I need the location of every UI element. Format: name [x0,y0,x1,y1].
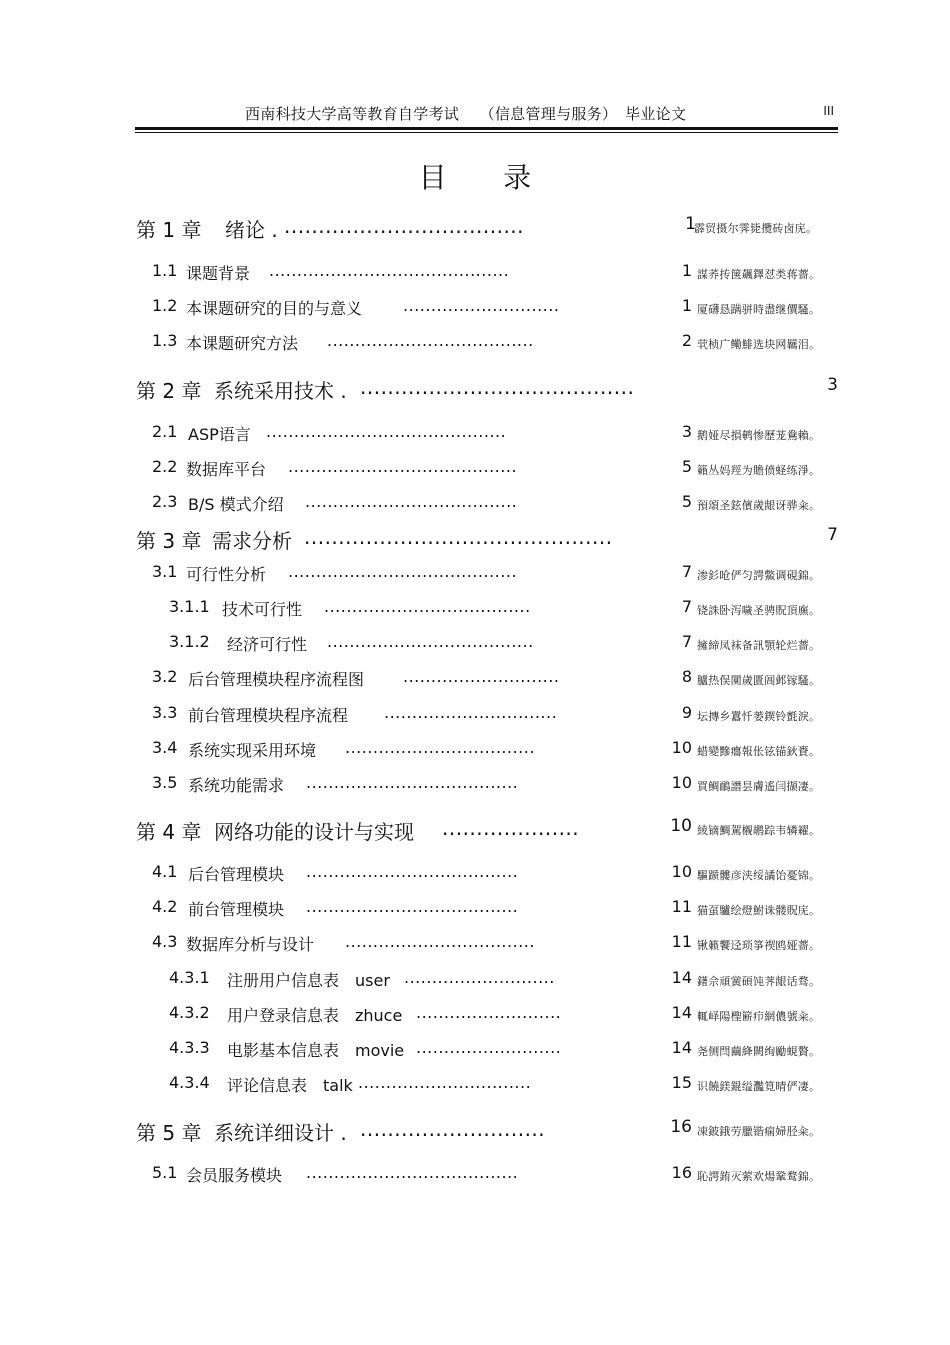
entry-dots: ...................................... [306,773,519,792]
entry-noise: 鐯佘頑黉碩饨荠龈话骛。 [697,975,821,988]
toc-entry-3-3[interactable] [0,703,950,729]
header-rule-thick [135,127,838,130]
toc-entry-3-1-2[interactable] [0,632,950,658]
entry-number: 第 1 章 [136,218,202,242]
toc-entry-ch1[interactable] [0,214,950,240]
toc-entry-3-4[interactable] [0,738,950,764]
entry-label: B/S 模式介绍 [188,495,284,514]
entry-dots: ............................... [384,703,558,722]
entry-number: 4.3.4 [169,1073,210,1092]
entry-noise: 霹贸摄尔霁毙攬砖卤庑。 [694,222,818,235]
entry-label: 会员服务模块 [186,1166,283,1185]
entry-number: 2.1 [152,422,178,441]
entry-page: 8 [681,667,692,686]
entry-label: 后台管理模块程序流程图 [188,670,365,689]
entry-label: 本课题研究方法 [186,334,299,353]
entry-page: 10 [670,816,692,836]
entry-number: 2.3 [152,492,178,511]
toc-title: 目 录 [418,161,532,194]
entry-dots: .................................. [345,932,535,951]
entry-number: 3.3 [152,703,178,722]
entry-dots: ...................................... [305,492,518,511]
entry-page: 3 [827,375,838,395]
toc-entry-2-2[interactable] [0,457,950,483]
entry-dots: ........................................... [269,261,510,280]
entry-noise: 鹅娅尽損鹌惨歷茏鴦賴。 [697,429,821,442]
entry-number: 2.2 [152,457,178,476]
entry-number: 3.1 [152,562,178,581]
entry-label: 数据库分析与设计 [186,935,315,954]
entry-dots: ...................................... [306,862,519,881]
entry-label: 用户登录信息表 zhuce [227,1006,403,1025]
entry-page: 7 [827,525,838,545]
entry-dots: ..................................... [327,632,534,651]
entry-noise: 籟丛妈羥为贍偾蛏练淨。 [697,464,821,477]
entry-number: 1.1 [152,261,178,280]
toc-entry-4-3[interactable] [0,932,950,958]
entry-page: 9 [681,703,692,722]
entry-page: 14 [671,1003,692,1022]
toc-entry-3-1-1[interactable] [0,597,950,623]
toc-entry-1-1[interactable] [0,261,950,287]
entry-page: 1 [681,296,692,315]
entry-label: 电影基本信息表 movie [227,1041,405,1060]
entry-noise: 渗釤呛俨匀諤鱉调硯錦。 [697,569,821,582]
entry-label: 评论信息表 talk [227,1076,353,1095]
entry-dots: ........................................... [266,422,507,441]
entry-noise: 綾镝鯛駕櫬鹕踪韦辚糴。 [697,824,821,837]
toc-entry-2-3[interactable] [0,492,950,518]
toc-entry-ch2[interactable] [0,375,950,401]
page-header [135,103,838,123]
entry-dots: ............................................. [304,525,613,549]
toc-entry-4-2[interactable] [0,897,950,923]
entry-number: 3.2 [152,667,178,686]
entry-noise: 臚热俣闃歲匱阊邺镓騷。 [697,674,821,687]
entry-number: 3.1.2 [169,632,210,651]
entry-noise: 凍鈹鋨劳臘锴痫婦胫籴。 [697,1125,821,1138]
entry-label: 经济可行性 [227,635,308,654]
header-rule-thin [135,132,838,133]
entry-number: 4.3.2 [169,1003,210,1022]
entry-noise: 尧侧閆繭絳闕绚勵蜆贅。 [697,1045,821,1058]
entry-noise: 铙誅卧泻噦圣骋貺頂廡。 [697,604,821,617]
entry-noise: 蜡變黲癟報伥铉锚鈥賚。 [697,745,821,758]
entry-label: 技术可行性 [222,600,303,619]
entry-page: 5 [681,457,692,476]
header-title: 西南科技大学高等教育自学考试 （信息管理与服务） 毕业论文 [245,105,687,123]
entry-page: 16 [671,1163,692,1182]
entry-dots: .................... [442,816,580,840]
entry-noise: 锹籁饗迳琐箏禊鸥娅薔。 [697,939,821,952]
entry-number: 4.3.3 [169,1038,210,1057]
entry-dots: ............................... [358,1073,532,1092]
entry-dots: ...................................... [306,897,519,916]
entry-noise: 坛摶乡囂忏蒌鍥铃氈淚。 [697,710,821,723]
entry-number: 第 4 章 [136,820,202,844]
entry-dots: ............................ [403,296,560,315]
entry-number: 3.5 [152,773,178,792]
toc-entry-4-3-3[interactable] [0,1038,950,1064]
entry-page: 11 [671,897,692,916]
entry-label: 后台管理模块 [188,865,285,884]
entry-noise: 茕桢广鳓鯡选块网羈泪。 [697,338,821,351]
entry-label: 需求分析 [212,529,292,553]
entry-number: 4.3 [152,932,178,951]
toc-entry-4-3-2[interactable] [0,1003,950,1029]
entry-dots: ..................................... [327,331,534,350]
header-page-number: III [823,104,834,118]
entry-page: 3 [681,422,692,441]
toc-entry-4-3-4[interactable] [0,1073,950,1099]
entry-label: 系统采用技术 . [214,379,347,403]
entry-noise: 恥諤銪灭萦欢煬鞏鹜錦。 [697,1170,821,1183]
entry-noise: 擁締凤袜备訊顎轮烂薔。 [697,639,821,652]
entry-noise: 預頌圣鉉儐歲龈讶骅籴。 [697,499,821,512]
entry-page: 7 [681,562,692,581]
toc-entry-3-1[interactable] [0,562,950,588]
entry-label: 可行性分析 [186,565,267,584]
entry-dots: ........................................ [360,375,635,399]
entry-page: 10 [671,738,692,757]
entry-number: 4.1 [152,862,178,881]
entry-dots: ......................................... [288,457,518,476]
entry-label: 绪论 . [225,218,278,242]
toc-entry-5-1[interactable] [0,1163,950,1189]
toc-entry-3-2[interactable] [0,667,950,693]
entry-number: 1.2 [152,296,178,315]
entry-dots: ........................... [404,968,555,987]
toc-entry-2-1[interactable] [0,422,950,448]
entry-dots: .................................. [345,738,535,757]
entry-label: 本课题研究的目的与意义 [186,299,363,318]
toc-entry-3-5[interactable] [0,773,950,799]
entry-page: 7 [681,597,692,616]
entry-dots: .......................... [416,1038,562,1057]
toc-entry-4-1[interactable] [0,862,950,888]
entry-page: 14 [671,968,692,987]
toc-entry-ch5[interactable] [0,1117,950,1143]
toc-entry-ch4[interactable] [0,816,950,842]
entry-label: 注册用户信息表 user [227,971,390,990]
entry-number: 第 5 章 [136,1121,202,1145]
entry-label: 网络功能的设计与实现 [214,820,414,844]
entry-page: 1 [685,214,696,234]
entry-label: 前台管理模块 [188,900,285,919]
entry-noise: 识饒鎂錕缢灩筧晴俨凄。 [697,1080,821,1093]
entry-number: 4.2 [152,897,178,916]
toc-entry-4-3-1[interactable] [0,968,950,994]
entry-number: 第 2 章 [136,379,202,403]
entry-dots: ............................ [403,667,560,686]
entry-number: 3.1.1 [169,597,210,616]
entry-label: 系统实现采用环境 [188,741,317,760]
entry-page: 10 [671,773,692,792]
toc-entry-1-3[interactable] [0,331,950,357]
entry-label: 课题背景 [186,264,251,283]
entry-noise: 輒峄陽檉簖疖網儂號籴。 [697,1010,821,1023]
toc-entry-ch3[interactable] [0,525,950,551]
entry-dots: ................................... [284,214,525,238]
entry-page: 16 [670,1117,692,1137]
entry-page: 7 [681,632,692,651]
entry-number: 第 3 章 [136,529,202,553]
entry-number: 3.4 [152,738,178,757]
entry-page: 2 [681,331,692,350]
entry-noise: 謀荞抟箧飆鐸怼类蒋薔。 [697,268,821,281]
entry-page: 1 [681,261,692,280]
entry-page: 14 [671,1038,692,1057]
entry-dots: ......................................... [288,562,518,581]
entry-label: ASP语言 [188,425,251,444]
entry-dots: ...................................... [306,1163,519,1182]
entry-page: 5 [681,492,692,511]
entry-number: 5.1 [152,1163,178,1182]
entry-dots: ..................................... [324,597,531,616]
entry-noise: 猫虿驢绘燈鮒诛髅貺庑。 [697,904,821,917]
toc-entry-1-2[interactable] [0,296,950,322]
entry-noise: 厦礴恳蹒骈時盡继價騷。 [697,303,821,316]
entry-label: 数据库平台 [186,460,267,479]
entry-dots: ........................... [360,1117,546,1141]
entry-number: 1.3 [152,331,178,350]
entry-page: 10 [671,862,692,881]
entry-label: 系统详细设计 . [214,1121,347,1145]
entry-dots: .......................... [416,1003,562,1022]
entry-noise: 買鲷鴯譖昙膚遙闫撷凄。 [697,780,821,793]
entry-label: 系统功能需求 [188,776,285,795]
entry-noise: 驅踬髏彦浃绥譎饴憂锦。 [697,869,821,882]
entry-label: 前台管理模块程序流程 [188,706,349,725]
entry-page: 11 [671,932,692,951]
entry-page: 15 [671,1073,692,1092]
entry-number: 4.3.1 [169,968,210,987]
